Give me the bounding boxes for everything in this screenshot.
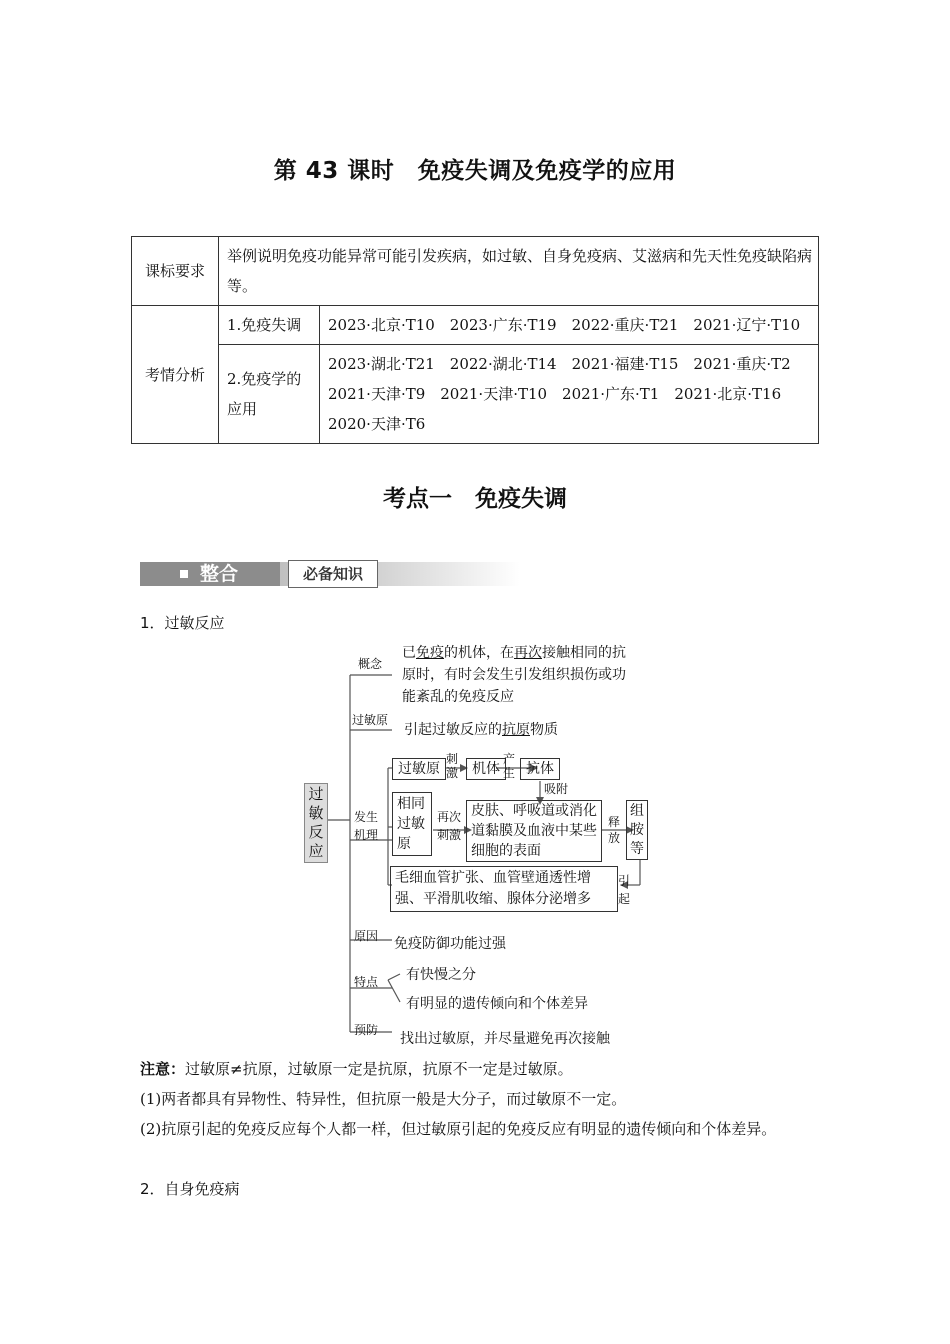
label-produce: 产生 [503, 752, 516, 780]
heading-autoimmune: 2．自身免疫病 [140, 1180, 240, 1198]
label-release: 释放 [608, 815, 621, 845]
section-banner [140, 560, 520, 590]
note-line0: 注意：过敏原≠抗原，过敏原一定是抗原，抗原不一定是过敏原。 [140, 1060, 573, 1078]
table-head-standard: 课标要求 [132, 237, 219, 306]
box-effect: 毛细血管扩张、血管壁通透性增强、平滑肌收缩、腺体分泌增多 [390, 866, 618, 912]
label-reason: 原因 [354, 929, 379, 943]
label-concept: 概念 [358, 657, 383, 671]
requirements-table [131, 236, 819, 444]
reason-text: 免疫防御功能过强 [394, 936, 506, 952]
table-head-analysis: 考情分析 [132, 306, 219, 444]
box-body: 机体 [466, 758, 506, 780]
heading-allergy: 1．过敏反应 [140, 614, 225, 632]
square-icon [180, 570, 188, 578]
label-stimulate: 刺激 [446, 752, 459, 780]
concept-line3: 能紊乱的免疫反应 [402, 689, 514, 705]
ref-line: 2021·天津·T9 2021·天津·T10 2021·广东·T1 2021·北京·T16 [328, 385, 782, 403]
label-prevent: 预防 [354, 1023, 379, 1037]
box-antibody: 抗体 [520, 758, 560, 780]
label-adsorb: 吸附 [544, 782, 569, 796]
root-node: 过敏反应 [304, 783, 328, 863]
label-cause: 引起 [618, 874, 631, 906]
banner-sub: 必备知识 [288, 560, 378, 588]
box-histamine: 组胺等 [626, 800, 648, 860]
section-title: 考点一 免疫失调 [383, 486, 567, 512]
label-mechanism: 发生机理 [354, 810, 379, 842]
prevent-text: 找出过敏原，并尽量避免再次接触 [400, 1031, 610, 1047]
feature-1: 有快慢之分 [406, 967, 476, 983]
ref-line: 2023·湖北·T21 2022·湖北·T14 2021·福建·T15 2021·重庆·T2 [328, 355, 791, 373]
ref-line: 2020·天津·T6 [328, 415, 426, 433]
table-row [132, 306, 819, 345]
feature-2: 有明显的遗传倾向和个体差异 [406, 996, 588, 1012]
page-title: 第 43 课时 免疫失调及免疫学的应用 [273, 158, 677, 184]
note-line2: (2)抗原引起的免疫反应每个人都一样，但过敏原引起的免疫反应有明显的遗传倾向和个体差异。 [140, 1120, 777, 1138]
table-cell-sub1-content: 2023·北京·T10 2023·广东·T19 2022·重庆·T21 2021·辽宁·T10 [320, 306, 819, 345]
table-row [132, 237, 819, 306]
table-cell-standard: 举例说明免疫功能异常可能引发疾病，如过敏、自身免疫病、艾滋病和先天性免疫缺陷病等。 [219, 237, 819, 306]
table-cell-sub1: 1.免疫失调 [219, 306, 320, 345]
note-line1: (1)两者都具有异物性、特异性，但抗原一般是大分子，而过敏原不一定。 [140, 1090, 627, 1108]
box-same-allergen: 相同过敏原 [392, 792, 432, 856]
concept-line2: 原时，有时会发生引发组织损伤或功 [402, 667, 626, 683]
allergen-def: 引起过敏反应的抗原物质 [404, 722, 558, 738]
table-row [132, 345, 819, 444]
table-cell-sub2-content [320, 345, 819, 444]
table-cell-sub2: 2.免疫学的应用 [219, 345, 320, 444]
box-allergen: 过敏原 [392, 758, 446, 780]
label-feature: 特点 [354, 975, 379, 989]
label-allergen: 过敏原 [352, 713, 389, 727]
label-again-stimulate: 再次刺激 [437, 810, 462, 842]
concept-line1: 已免疫的机体，在再次接触相同的抗 [402, 645, 626, 661]
box-cells: 皮肤、呼吸道或消化道黏膜及血液中某些细胞的表面 [466, 800, 602, 862]
banner-main: 整合 [200, 563, 239, 585]
